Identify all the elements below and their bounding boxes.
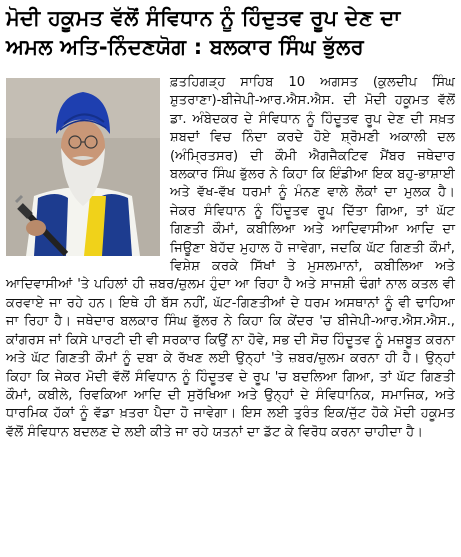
headline-line-1: ਮੋਦੀ ਹਕੂਮਤ ਵੱਲੋਂ ਸੰਵਿਧਾਨ ਨੂੰ ਹਿੰਦੁਤਵ ਰੂਪ ਦੇਣ ਦਾ	[6, 6, 401, 30]
headline-line-2: ਅਮਲ ਅਤਿ-ਨਿੰਦਣਯੋਗ : ਬਲਕਾਰ ਸਿੰਘ ਭੁੱਲਰ	[6, 35, 364, 59]
portrait-photo	[6, 78, 160, 256]
portrait-illustration	[6, 78, 160, 256]
article-text: ਫ਼ਤਹਿਗੜ੍ਹ ਸਾਹਿਬ 10 ਅਗਸਤ (ਕੁਲਦੀਪ ਸਿੰਘ ਸ਼ੁਤਰਾਣਾ)-ਬੀਜੇਪੀ-ਆਰ.ਐਸ.ਐਸ. ਦੀ ਮੋਦੀ ਹਕੂਮਤ ਵੱਲੋਂ ਡਾ. ਅੰਬੇਦਕਰ ਦੇ ਸੰਵਿਧਾਨ ਨੂੰ ਹਿੰਦੂਤਵ ਰੂਪ ਦੇਣ ਦੀ ਸਖ਼ਤ ਸ਼ਬਦਾਂ ਵਿਚ ਨਿੰਦਾ ਕਰਦੇ ਹੋਏ ਸ਼੍ਰੋਮਣੀ ਅਕਾਲੀ ਦਲ (ਅੰਮ੍ਰਿਤਸਰ) ਦੀ ਕੌਮੀ ਐਗਜੈਕਟਿਵ ਮੈਂਬਰ ਜਥੇਦਾਰ ਬਲਕਾਰ ਸਿੰਘ ਭੁੱਲਰ ਨੇ ਕਿਹਾ ਕਿ ਇੰਡੀਆ ਇਕ ਬਹੁ-ਭਾਸ਼ਾਈ ਅਤੇ ਵੱਖ-ਵੱਖ ਧਰਮਾਂ ਨੂੰ ਮੰਨਣ ਵਾਲੇ ਲੋਕਾਂ ਦਾ ਮੁਲਕ ਹੈ। ਜੇਕਰ ਸੰਵਿਧਾਨ ਨੂੰ ਹਿੰਦੂਤਵ ਰੂਪ ਦਿੱਤਾ ਗਿਆ, ਤਾਂ ਘੱਟ ਗਿਣਤੀ ਕੌਮਾਂ, ਕਬੀਲਿਆ ਅਤੇ ਆਦਿਵਾਸੀਆ ਆਦਿ ਦਾ ਜਿਊਣਾ ਬੇਹੱਦ ਮੁਹਾਲ ਹੋ ਜਾਵੇਗਾ, ਜਦਕਿ ਘੱਟ ਗਿਣਤੀ ਕੌਮਾਂ, ਵਿਸ਼ੇਸ਼ ਕਰਕੇ ਸਿੱਖਾਂ ਤੇ ਮੁਸਲਮਾਨਾਂ, ਕਬੀਲਿਆ ਅਤੇ ਆਦਿਵਾਸੀਆਂ 'ਤੇ ਪਹਿਲਾਂ ਹੀ ਜ਼ਬਰ/ਜ਼ੁਲਮ ਹੁੰਦਾ ਆ ਰਿਹਾ ਹੈ ਅਤੇ ਸਾਜਸ਼ੀ ਢੰਗਾਂ ਨਾਲ ਕਤਲ ਵੀ ਕਰਵਾਏ ਜਾ ਰਹੇ ਹਨ। ਇਥੇ ਹੀ ਬੱਸ ਨਹੀਂ, ਘੱਟ-ਗਿਣਤੀਆਂ ਦੇ ਧਰਮ ਅਸਥਾਨਾਂ ਨੂੰ ਵੀ ਢਾਹਿਆ ਜਾ ਰਿਹਾ ਹੈ। ਜਥੇਦਾਰ ਬਲਕਾਰ ਸਿੰਘ ਭੁੱਲਰ ਨੇ ਕਿਹਾ ਕਿ ਕੇਂਦਰ 'ਚ ਬੀਜੇਪੀ-ਆਰ.ਐਸ.ਐਸ., ਕਾਂਗਰਸ ਜਾਂ ਕਿਸੇ ਪਾਰਟੀ ਦੀ ਵੀ ਸਰਕਾਰ ਕਿਉਂ ਨਾ ਹੋਵੇ, ਸਭ ਦੀ ਸੋਚ ਹਿੰਦੂਤਵ ਨੂੰ ਮਜ਼ਬੂਤ ਕਰਨਾ ਅਤੇ ਘੱਟ ਗਿਣਤੀ ਕੌਮਾਂ ਨੂੰ ਦਬਾ ਕੇ ਰੱਖਣ ਲਈ ਉਨ੍ਹਾਂ 'ਤੇ ਜ਼ਬਰ/ਜ਼ੁਲਮ ਕਰਨਾ ਹੀ ਹੈ। ਉਨ੍ਹਾਂ ਕਿਹਾ ਕਿ ਜੇਕਰ ਮੋਦੀ ਵੱਲੋਂ ਸੰਵਿਧਾਨ ਨੂੰ ਹਿੰਦੂਤਵ ਦੇ ਰੂਪ 'ਚ ਬਦਲਿਆ ਗਿਆ, ਤਾਂ ਘੱਟ ਗਿਣਤੀ ਕੌਮਾਂ, ਕਬੀਲੇ, ਰਿਵਕਿਆ ਆਦਿ ਦੀ ਸੁਰੱਖਿਆ ਅਤੇ ਉਨ੍ਹਾਂ ਦੇ ਸੰਵਿਧਾਨਿਕ, ਸਮਾਜਿਕ, ਅਤੇ ਧਾਰਮਿਕ ਹੱਕਾਂ ਨੂੰ ਵੱਡਾ ਖ਼ਤਰਾ ਪੈਦਾ ਹੋ ਜਾਵੇਗਾ। ਇਸ ਲਈ ਤੁਰੰਤ ਇਕ/ਜੁੱਟ ਹੋਕੇ ਮੋਦੀ ਹਕੂਮਤ ਵੱਲੋਂ ਸੰਵਿਧਾਨ ਬਦਲਣ ਦੇ ਲਈ ਕੀਤੇ ਜਾ ਰਹੇ ਯਤਨਾਂ ਦਾ ਡੱਟ ਕੇ ਵਿਰੋਧ ਕਰਨਾ ਚਾਹੀਦਾ ਹੈ।	[6, 75, 455, 440]
article-body	[6, 74, 455, 442]
headline	[6, 4, 455, 62]
